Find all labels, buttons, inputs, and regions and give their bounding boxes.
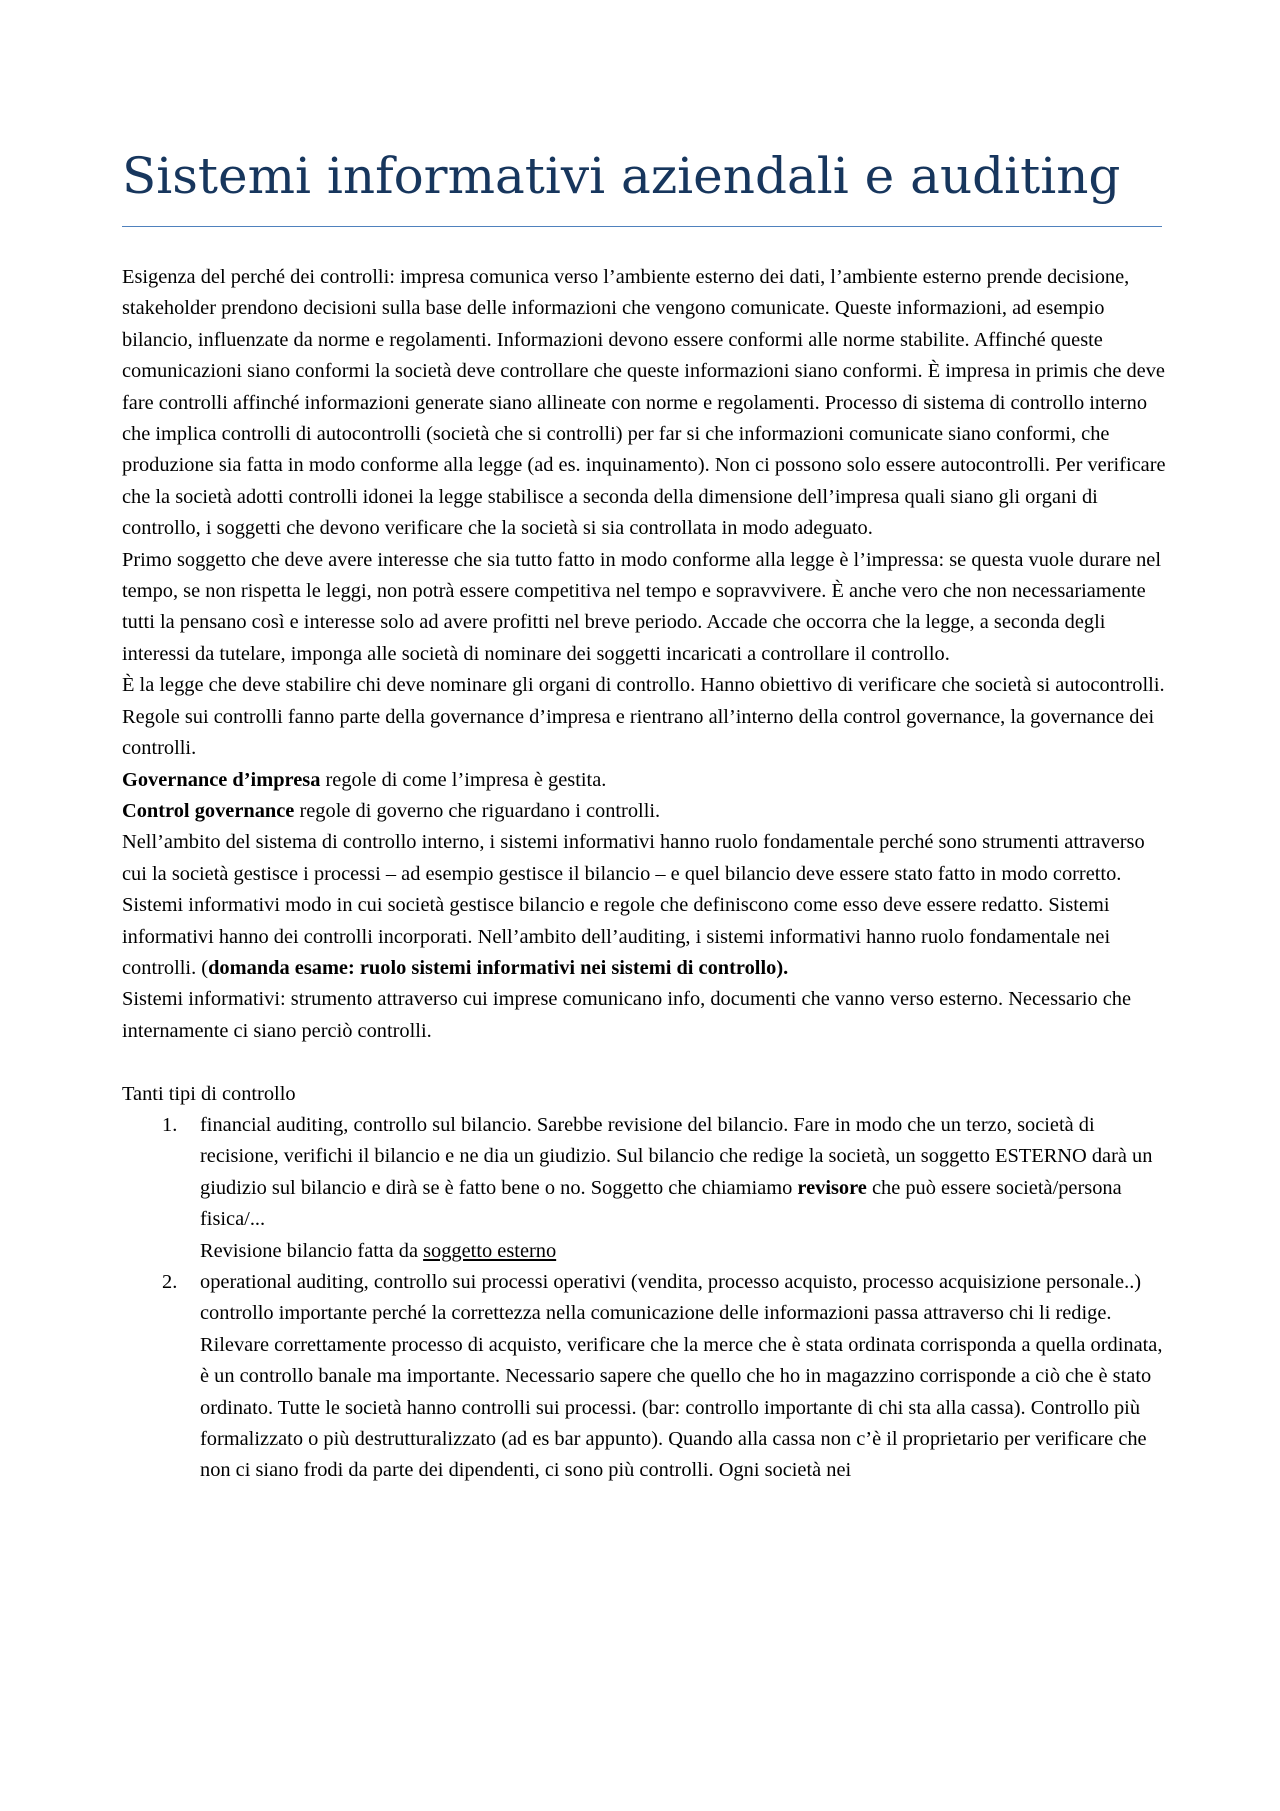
paragraph-controls-need: Esigenza del perché dei controlli: impresa comunica verso l’ambiente esterno dei dati, l’ambiente esterno prende decisione, stakeholder prendono decisioni sulla base delle informazioni che vengono comunicate. Queste informazioni, ad esempio bilancio, influenzate da norme e regolamenti. Informazioni devono essere conformi alle norme stabilite. Affinché queste comunicazioni siano conformi la società deve controllare che queste informazioni siano conformi. È impresa in primis che deve fare controlli affinché informazioni generate siano allineate con norme e regolamenti. Processo di sistema di controllo interno che implica controlli di autocontrolli (società che si controlli) per far si che informazioni comunicate siano conformi, che produzione sia fatta in modo conforme alla legge (ad es. inquinamento). Non ci possono solo essere autocontrolli. Per verificare che la società adotti controlli idonei la legge stabilisce a seconda della dimensione dell’impresa quali siano gli organi di controllo, i soggetti che devono verificare che la società si sia controllata in modo adeguato. [122,266,1166,540]
list-number: 1. [162,1113,178,1136]
operational-auditing-text: operational auditing, controllo sui processi operativi (vendita, processo acquisto, processo acquisizione personale..) controllo importante perché la correttezza nella comunicazione delle informazioni passa attraverso chi li redige. Rilevare correttamente processo di acquisto, verificare che la merce che è stata ordinata corrisponda a quella ordinata, è un controllo banale ma importante. Necessario sapere che quello che ho in magazzino corrisponde a ciò che è stato ordinato. Tutte le società hanno controlli sui processi. (bar: controllo importante di chi sta alla cassa). Controllo più formalizzato o più destrutturalizzato (ad es bar appunto). Quando alla cassa non c’è il proprietario per verificare che non ci siano frodi da parte dei dipendenti, ci sono più controlli. Ogni società nei [200,1270,1163,1482]
paragraph-control-governance [122,796,1172,827]
paragraph-first-subject: Primo soggetto che deve avere interesse che sia tutto fatto in modo conforme alla legge è l’impressa: se questa vuole durare nel tempo, se non rispetta le leggi, non potrà essere competitiva nel tempo e sopravvivere. È anche vero che non necessariamente tutti la pensano così e interesse solo ad avere profitti nel breve periodo. Accade che occorra che la legge, a seconda degli interessi da tutelare, imponga alle società di nominare dei soggetti incaricati a controllare il controllo. [122,548,1161,665]
term-governance-impresa: Governance d’impresa [122,768,321,791]
control-types-list [122,1110,1172,1487]
underlined-soggetto-esterno: soggetto esterno [423,1239,557,1262]
definition-control-governance: regole di governo che riguardano i controlli. [294,799,661,822]
paragraph-control-rules: Regole sui controlli fanno parte della governance d’impresa e rientrano all’interno della control governance, la governance dei controlli. [122,705,1155,760]
exam-question-note: domanda esame: ruolo sistemi informativi nei sistemi di controllo). [208,956,789,979]
list-item-financial-auditing [122,1110,1172,1267]
revisione-line: Revisione bilancio fatta da [200,1239,424,1262]
financial-auditing-text: financial auditing, controllo sul bilancio. Sarebbe revisione del bilancio. Fare in modo che un terzo, società di recisione, verifichi il bilancio e ne dia un giudizio. Sul bilancio che redige la società, un soggetto ESTERNO darà un giudizio sul bilancio e dirà se è fatto bene o no. Soggetto che chiamiamo [200,1113,1153,1199]
paragraph-information-systems-role [122,827,1172,984]
paragraph-governance-impresa [122,765,1172,796]
information-systems-text: Nell’ambito del sistema di controllo interno, i sistemi informativi hanno ruolo fondamentale perché sono strumenti attraverso cui la società gestisce i processi – ad esempio gestisce il bilancio – e quel bilancio deve essere stato fatto in modo corretto. Sistemi informativi modo in cui società gestisce bilancio e regole che definiscono come esso deve essere redatto. Sistemi informativi hanno dei controlli incorporati. Nell’ambito dell’auditing, i sistemi informativi hanno ruolo fondamentale nei controlli. ( [122,831,1145,979]
document-body [122,262,1172,1487]
list-item-operational-auditing [122,1267,1172,1487]
paragraph-law-control-bodies: È la legge che deve stabilire chi deve nominare gli organi di controllo. Hanno obiettivo di verificare che società si autocontrolli. [122,674,1165,697]
title-underline [122,226,1162,227]
paragraph-spacer [122,1047,1172,1078]
list-intro: Tanti tipi di controllo [122,1082,296,1105]
revisore-rest: che può essere società/persona fisica/... [200,1176,1122,1231]
definition-governance-impresa: regole di come l’impresa è gestita. [320,768,607,791]
list-number: 2. [162,1270,178,1293]
paragraph-information-systems-definition: Sistemi informativi: strumento attraverso cui imprese comunicano info, documenti che vanno verso esterno. Necessario che internamente ci siano perciò controlli. [122,988,1132,1042]
document-title: Sistemi informativi aziendali e auditing [122,147,1121,205]
term-revisore: revisore [797,1176,867,1199]
term-control-governance: Control governance [122,799,295,822]
